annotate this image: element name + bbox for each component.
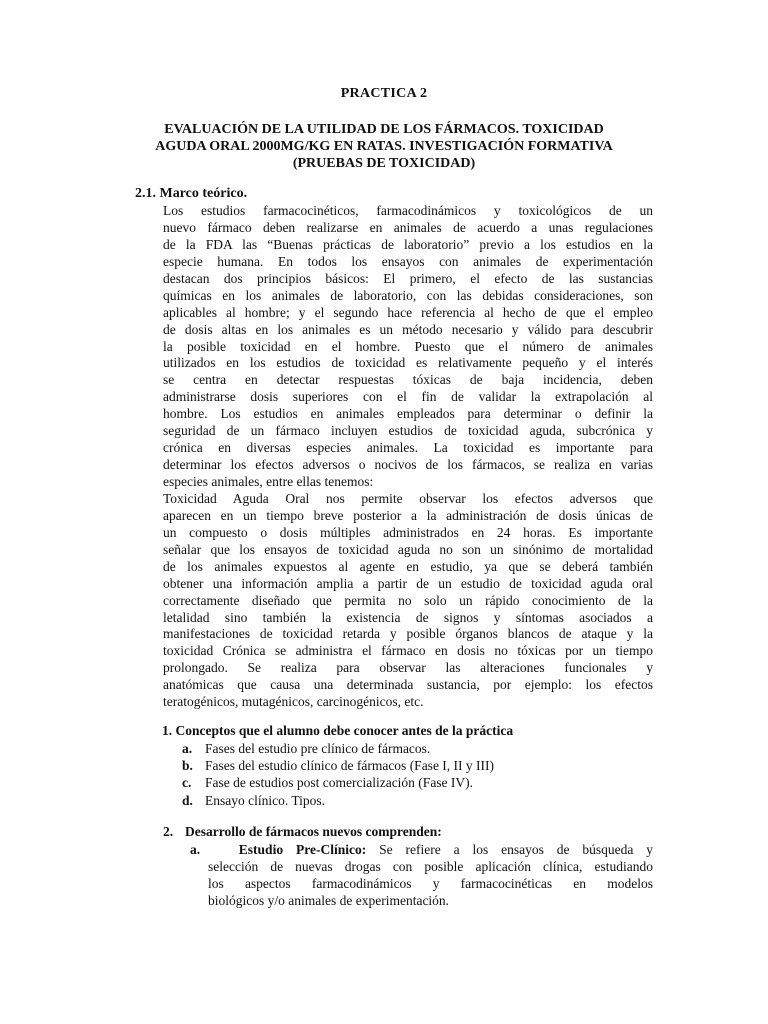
text-line: selección de nuevas drogas con posible aplicación clínica, estudiando bbox=[208, 859, 653, 874]
text-line: Toxicidad Aguda Oral nos permite observar los efectos adversos que bbox=[163, 490, 653, 506]
text-line: un compuesto o dosis múltiples administrados en 24 horas. Es importante bbox=[163, 524, 653, 540]
text-line: especie humana. En todos los ensayos con animales de experimentación bbox=[163, 253, 653, 269]
text-line: especies animales, entre ellas tenemos: bbox=[163, 474, 374, 489]
text-line: químicas en los animales de laboratorio, con las debidas consideraciones, son bbox=[163, 287, 653, 303]
text-line: toxicidad Crónica se administra el fármaco en dosis no tóxicas por un tiempo bbox=[163, 643, 653, 659]
text-line bbox=[190, 841, 653, 858]
text-line: destacan dos principios básicos: El primero, el efecto de las sustancias bbox=[163, 270, 653, 286]
preclinical-paragraph bbox=[190, 841, 653, 909]
concepts-heading: 1. Conceptos que el alumno debe conocer antes de la práctica bbox=[162, 723, 514, 738]
list-item bbox=[182, 792, 494, 809]
text-line: crónica en diversas especies animales. La toxicidad es importante para bbox=[163, 440, 653, 456]
list-letter: d. bbox=[182, 792, 193, 808]
text-line: nuevo fármaco deben realizarse en animales de acuerdo a unas regulaciones bbox=[163, 219, 653, 235]
practice-number: PRACTICA 2 bbox=[340, 86, 428, 101]
list-item bbox=[182, 774, 494, 791]
list-item-text: Ensayo clínico. Tipos. bbox=[205, 792, 326, 808]
text-line: prolongado. Se realiza para observar las alteraciones funcionales y bbox=[163, 660, 653, 676]
text-line: los aspectos farmacodinámicos y farmacocinéticas en modelos bbox=[208, 876, 653, 891]
text-line: Los estudios farmacocinéticos, farmacodinámicos y toxicológicos de un bbox=[163, 203, 653, 218]
document-title bbox=[110, 121, 658, 172]
text-line: anatómicas que causa una determinada sustancia, por ejemplo: los efectos bbox=[163, 677, 653, 693]
text-line: aparecen en un tiempo breve posterior a la administración de dosis únicas de bbox=[163, 507, 653, 523]
text-line: señalar que los ensayos de toxicidad aguda no son un sinónimo de mortalidad bbox=[163, 541, 653, 557]
item-letter: a. bbox=[190, 842, 201, 857]
title-line: AGUDA ORAL 2000MG/KG EN RATAS. INVESTIGACIÓN FORMATIVA bbox=[155, 139, 613, 154]
development-heading bbox=[163, 824, 442, 840]
title-line: (PRUEBAS DE TOXICIDAD) bbox=[292, 156, 476, 171]
heading-text: Desarrollo de fármacos nuevos comprenden: bbox=[185, 824, 442, 839]
text-line: determinar los efectos adversos o nocivos de los fármacos, se realiza en varias bbox=[163, 457, 653, 473]
text-line: la posible toxicidad en el hombre. Puesto que el número de animales bbox=[163, 338, 653, 354]
text-line: manifestaciones de toxicidad retarda y posible órganos blancos de ataque y la bbox=[163, 626, 653, 642]
list-letter: b. bbox=[182, 758, 193, 774]
section-heading: 2.1. Marco teórico. bbox=[135, 186, 248, 201]
text-line: de la FDA las “Buenas prácticas de laboratorio” previo a los estudios en la bbox=[163, 236, 653, 252]
concepts-list bbox=[182, 740, 494, 809]
text-line: letalidad sino también la existencia de signos y síntomas asociados a bbox=[163, 609, 653, 625]
text-line: biológicos y/o animales de experimentación. bbox=[208, 893, 450, 908]
list-item bbox=[182, 740, 494, 757]
list-item bbox=[182, 757, 494, 774]
heading-number: 2. bbox=[163, 824, 174, 839]
text-line: aplicables al hombre; y el segundo hace referencia al hecho de que el empleo bbox=[163, 304, 653, 320]
list-item-text: Fases del estudio clínico de fármacos (Fase I, II y III) bbox=[205, 758, 495, 774]
text-line: correctamente diseñado que permita no solo un rápido conocimiento de la bbox=[163, 592, 653, 608]
text-line: hombre. Los estudios en animales empleados para determinar o definir la bbox=[163, 406, 653, 422]
text-line: administrarse dosis superiores con el fin de validar la extrapolación al bbox=[163, 389, 653, 405]
theory-paragraphs bbox=[163, 203, 653, 711]
item-title: Estudio Pre-Clínico: bbox=[238, 842, 367, 857]
item-first-line: Se refiere a los ensayos de búsqueda y bbox=[379, 842, 653, 857]
text-line: seguridad de un fármaco incluyen estudios de toxicidad aguda, subcrónica y bbox=[163, 423, 653, 439]
text-line: obtener una información amplia a partir de un estudio de toxicidad aguda oral bbox=[163, 575, 653, 591]
text-line: utilizados en los estudios de toxicidad es relativamente pequeño y el interés bbox=[163, 355, 653, 371]
list-item-text: Fases del estudio pre clínico de fármacos. bbox=[205, 741, 431, 756]
text-line: se centra en detectar respuestas tóxicas de baja incidencia, deben bbox=[163, 372, 653, 388]
list-letter: a. bbox=[182, 741, 193, 756]
text-line: de dosis altas en los animales es un método necesario y válido para descubrir bbox=[163, 321, 653, 337]
list-letter: c. bbox=[182, 775, 192, 791]
title-line: EVALUACIÓN DE LA UTILIDAD DE LOS FÁRMACOS. TOXICIDAD bbox=[164, 122, 604, 137]
text-line: teratogénicos, mutagénicos, carcinogénicos, etc. bbox=[163, 694, 424, 710]
text-line: de los animales expuestos al agente en estudio, ya que se deberá también bbox=[163, 558, 653, 574]
list-item-text: Fase de estudios post comercialización (Fase IV). bbox=[205, 775, 474, 791]
